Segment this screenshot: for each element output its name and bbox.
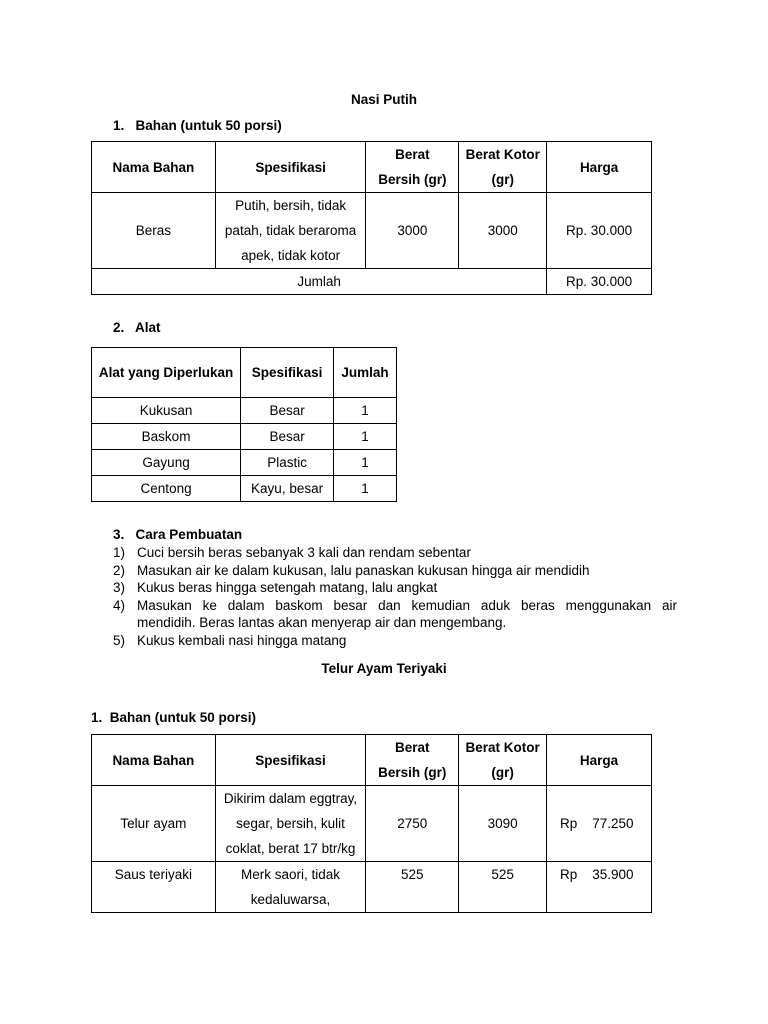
step-number: 5) [113,632,126,648]
cell-nama: Saus teriyaki [92,862,216,913]
cell-spesifikasi: Besar [241,398,334,424]
cell-alat: Baskom [92,424,241,450]
cell-alat: Centong [92,476,241,502]
cell-berat-kotor: 3090 [459,786,547,862]
cell-nama: Beras [92,193,216,269]
step-text-line2: mendidih. Beras lantas akan menyerap air dan mengembang. [137,615,507,630]
table-header-row [92,735,652,786]
list-item [113,579,677,597]
cell-spesifikasi: Plastic [241,450,334,476]
cara-heading [113,527,242,542]
list-item [113,562,677,580]
alat-table [91,347,397,502]
list-item [113,544,677,562]
cell-jumlah: 1 [334,398,397,424]
jumlah-label: Jumlah [92,269,547,295]
col-header-jumlah: Jumlah [334,348,397,398]
list-item [113,632,677,650]
cell-harga: Rp 77.250 [547,786,652,862]
cell-berat-bersih: 2750 [366,786,459,862]
table-header-row [92,348,397,398]
bahan-number: 1. [91,710,103,725]
table-row [92,786,652,862]
step-text: Kukus kembali nasi hingga matang [137,632,347,648]
alat-number: 2. [113,320,125,335]
table-row [92,862,652,913]
cell-spesifikasi: Besar [241,424,334,450]
table-row [92,398,397,424]
col-header-spesifikasi: Spesifikasi [241,348,334,398]
bahan-label: Bahan (untuk 50 porsi) [109,710,257,725]
section-title-telur: Telur Ayam Teriyaki [321,661,447,676]
step-number: 4) [113,597,126,613]
step-text: Kukus beras hingga setengah matang, lalu angkat [137,580,438,595]
steps-list [113,544,677,649]
section-title-nasi-putih: Nasi Putih [350,92,417,107]
col-header-nama-bahan: Nama Bahan [92,142,216,193]
table-row [92,193,652,269]
cara-label: Cara Pembuatan [135,527,243,542]
step-text: Masukan air ke dalam kukusan, lalu panaskan kukusan hingga air mendidih [137,562,590,578]
step-number: 3) [113,580,126,595]
col-header-berat-bersih: Berat Bersih (gr) [366,142,459,193]
jumlah-value: Rp. 30.000 [547,269,652,295]
col-header-spesifikasi: Spesifikasi [215,735,366,786]
cell-nama: Telur ayam [92,786,216,862]
cell-berat-bersih: 3000 [366,193,459,269]
col-header-nama-bahan: Nama Bahan [92,735,216,786]
bahan-table-nasi [91,141,652,295]
table-row [92,450,397,476]
col-header-berat-kotor: Berat Kotor (gr) [459,142,547,193]
cell-spesifikasi: Dikirim dalam eggtray, segar, bersih, kulit coklat, berat 17 btr/kg [215,786,366,862]
table-total-row [92,269,652,295]
col-header-berat-bersih: Berat Bersih (gr) [366,735,459,786]
col-header-harga: Harga [547,142,652,193]
table-row [92,424,397,450]
cell-spesifikasi: Putih, bersih, tidak patah, tidak beraroma apek, tidak kotor [215,193,366,269]
col-header-spesifikasi: Spesifikasi [215,142,366,193]
alat-label: Alat [135,320,161,335]
bahan-label: Bahan (untuk 50 porsi) [135,118,282,133]
cell-jumlah: 1 [334,450,397,476]
table-row [92,476,397,502]
step-text: Cuci bersih beras sebanyak 3 kali dan rendam sebentar [137,545,471,560]
step-number: 2) [113,562,126,578]
bahan-number: 1. [113,118,125,133]
col-header-alat: Alat yang Diperlukan [92,348,241,398]
bahan-heading-nasi [113,118,282,133]
cell-jumlah: 1 [334,476,397,502]
cara-number: 3. [113,527,125,542]
cell-jumlah: 1 [334,424,397,450]
step-text-line1: Masukan ke dalam baskom besar dan kemudian aduk beras menggunakan air [137,597,677,613]
cell-alat: Kukusan [92,398,241,424]
col-header-berat-kotor: Berat Kotor (gr) [459,735,547,786]
step-number: 1) [113,545,126,560]
cell-harga: Rp 35.900 [547,862,652,913]
cell-berat-kotor: 3000 [459,193,547,269]
list-item [113,597,677,632]
cell-alat: Gayung [92,450,241,476]
bahan-table-telur [91,734,652,913]
col-header-harga: Harga [547,735,652,786]
bahan-heading-telur [91,710,256,725]
cell-berat-kotor: 525 [459,862,547,913]
cell-spesifikasi: Kayu, besar [241,476,334,502]
cell-harga: Rp. 30.000 [547,193,652,269]
cell-spesifikasi: Merk saori, tidak kedaluwarsa, [215,862,366,913]
cell-berat-bersih: 525 [366,862,459,913]
table-header-row [92,142,652,193]
alat-heading [113,320,161,335]
